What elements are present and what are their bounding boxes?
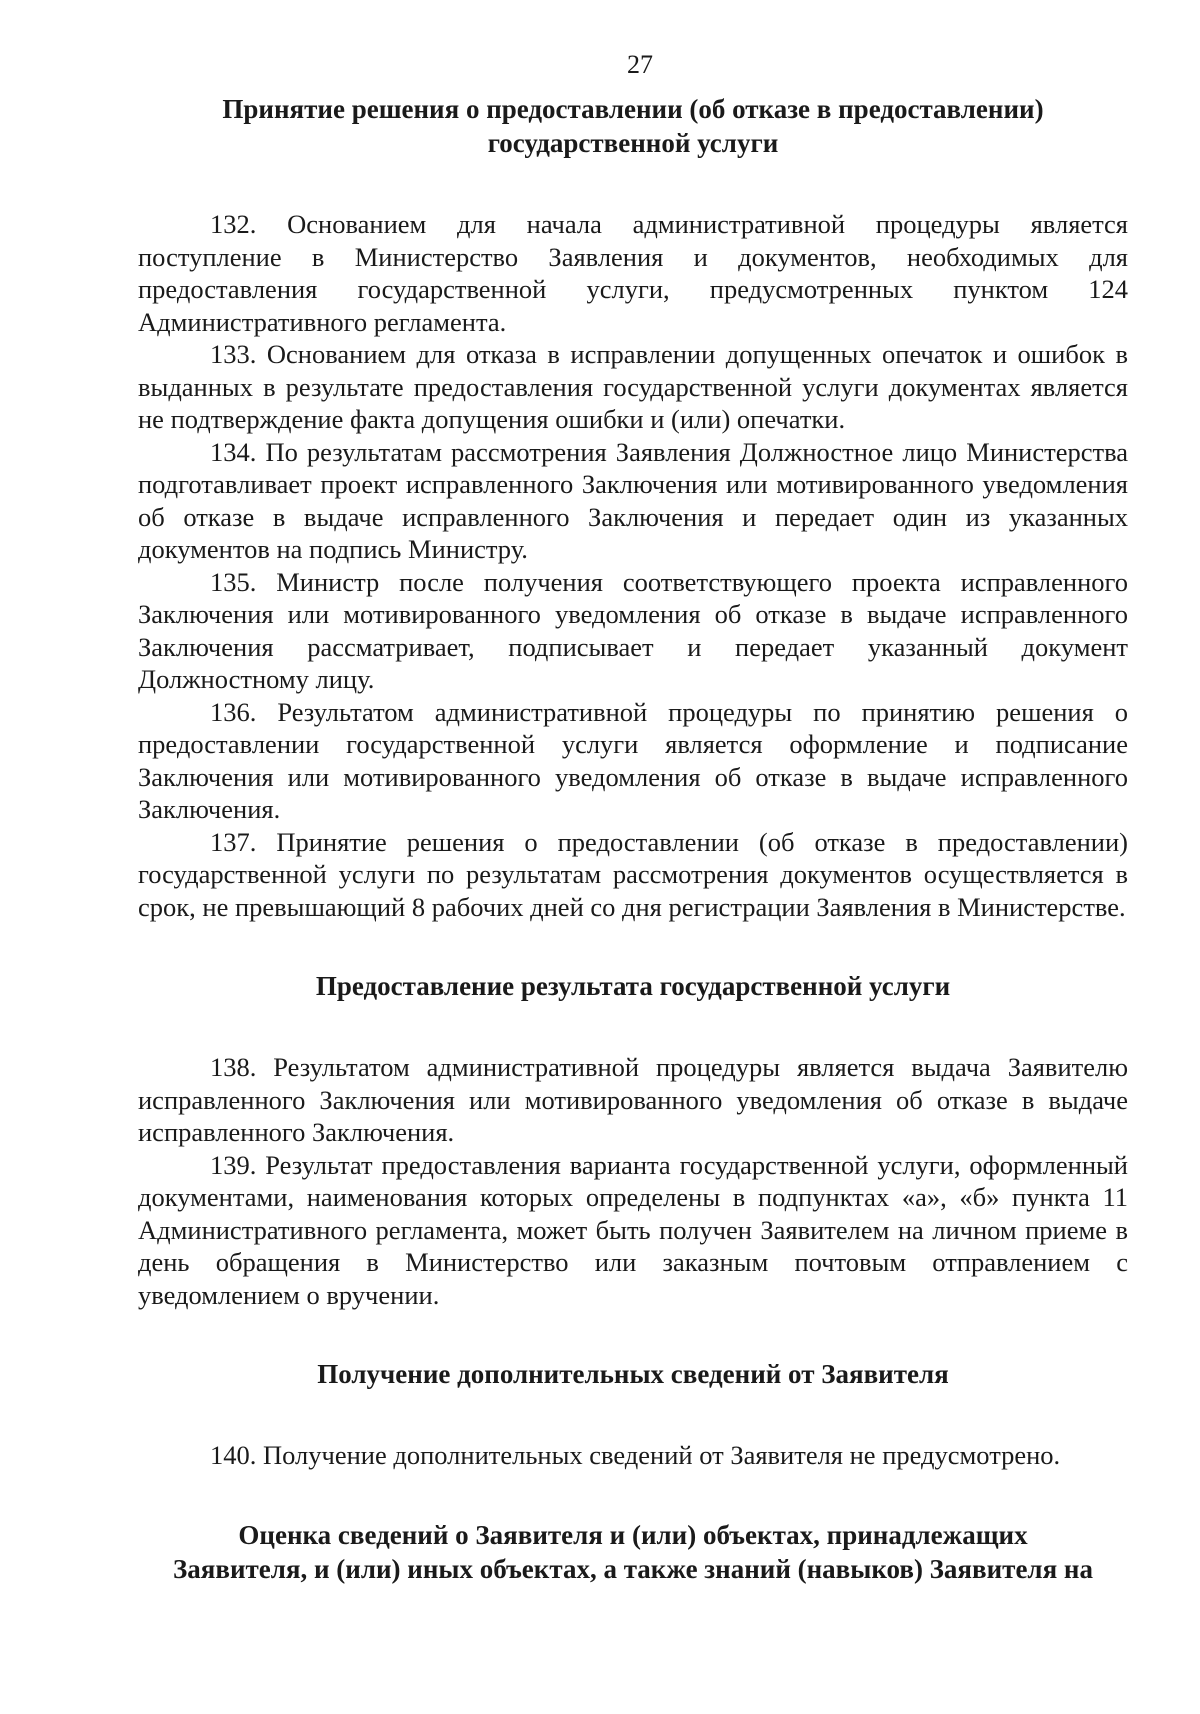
heading-line: Заявителя, и (или) иных объектах, а также знаний (навыков) Заявителя на: [173, 1553, 1093, 1584]
section-additional-info: [138, 1357, 1128, 1472]
heading-line: Принятие решения о предоставлении (об отказе в предоставлении): [222, 94, 1044, 124]
section-heading: [138, 1518, 1128, 1586]
section-heading: [138, 1357, 1128, 1391]
section-assessment: [138, 1518, 1128, 1586]
document-body: [138, 92, 1128, 1586]
page-number: 27: [627, 50, 653, 79]
paragraph-133: 133. Основанием для отказа в исправлении допущенных опечаток и ошибок в выданных в результате предоставления государственной услуги документах является не подтверждение факта допущения ошибки и (или) опечатки.: [138, 339, 1128, 434]
paragraph-134: 134. По результатам рассмотрения Заявления Должностное лицо Министерства подготавливает проект исправленного Заключения или мотивированного уведомления об отказе в выдаче исправленного Заключения и передает один из указанных документов на подпись Министру.: [138, 436, 1128, 564]
section-heading: [138, 92, 1128, 160]
paragraph-140: 140. Получение дополнительных сведений от Заявителя не предусмотрено.: [210, 1440, 1061, 1470]
heading-line: государственной услуги: [487, 128, 779, 158]
paragraph-138: 138. Результатом административной процедуры является выдача Заявителю исправленного Заключения или мотивированного уведомления об отказе в выдаче исправленного Заключения.: [138, 1052, 1128, 1147]
section-heading: [138, 969, 1128, 1003]
heading-line: Оценка сведений о Заявителя и (или) объектах, принадлежащих: [238, 1519, 1028, 1550]
heading-line: Предоставление результата государственной услуги: [315, 971, 951, 1001]
section-decision: [138, 92, 1128, 923]
paragraph-137: 137. Принятие решения о предоставлении (об отказе в предоставлении) государственной услуги по результатам рассмотрения документов осуществляется в срок, не превышающий 8 рабочих дней со дня регистрации Заявления в Министерстве.: [138, 826, 1128, 922]
heading-line: Получение дополнительных сведений от Заявителя: [317, 1359, 949, 1389]
paragraph-136: 136. Результатом административной процедуры по принятию решения о предоставлении государственной услуги является оформление и подписание Заключения или мотивированного уведомления об отказе в выдаче исправленного Заключения.: [138, 696, 1128, 824]
section-result-delivery: [138, 969, 1128, 1311]
paragraph-139: 139. Результат предоставления варианта государственной услуги, оформленный документами, наименования которых определены в подпунктах «а», «б» пункта 11 Административного регламента, может быть получен Заявителем на личном приеме в день обращения в Министерство или заказным почтовым отправлением с уведомлением о вручении.: [138, 1149, 1128, 1310]
paragraph-135: 135. Министр после получения соответствующего проекта исправленного Заключения или мотивированного уведомления об отказе в выдаче исправленного Заключения рассматривает, подписывает и передает указанный документ Должностному лицу.: [138, 566, 1128, 694]
paragraph-132: 132. Основанием для начала административной процедуры является поступление в Министерство Заявления и документов, необходимых для предоставления государственной услуги, предусмотренных пунктом 124 Административного регламента.: [138, 209, 1128, 337]
